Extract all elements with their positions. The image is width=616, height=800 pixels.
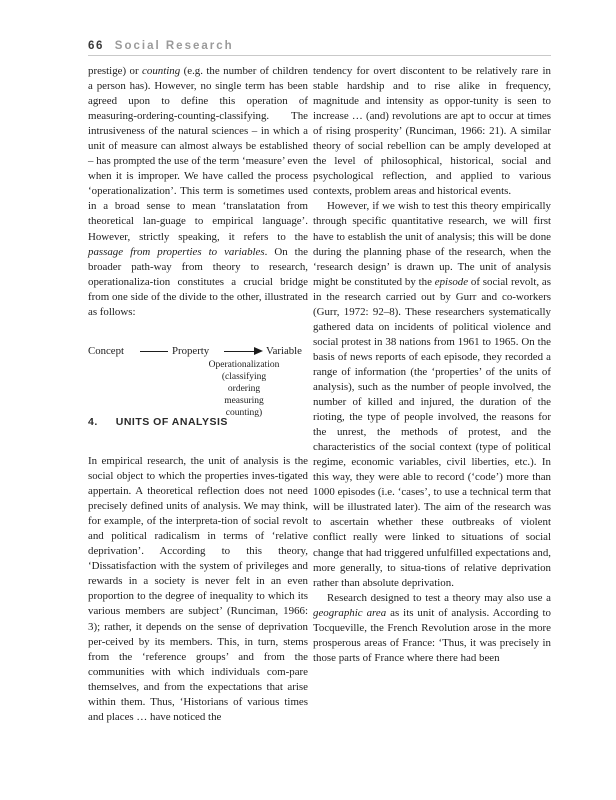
diagram-line-2	[224, 351, 255, 352]
diagram-property-label: Property	[172, 344, 210, 357]
diagram-operationalization-note	[196, 359, 292, 419]
running-title: Social Research	[114, 40, 234, 52]
italic-run: passage from properties to variables	[88, 245, 265, 258]
left-column	[88, 64, 308, 424]
italic-run: episode	[434, 275, 469, 288]
text-run: However, if we wish to test this theory empirically through specific quantitative research, we will first have to establish the unit of analysis; this will be done during the planning phase of the research, when the ‘research design’ is drawn up. The unit of analysis might be constituted by the	[313, 200, 551, 288]
right-column	[313, 64, 551, 666]
right-paragraph-1: tendency for overt discontent to be relatively rare in stable hardship and to rise alike in frequency, magnitude and intensity as oppor-tunity is seen to increase … (and) revolutions are apt to occur at times of rising prosperity’ (Runciman, 1966: 21). A similar theory of social rebellion can be amply developed at the level of philosophical, historical, social and psychological reflection, and applied to various contexts, problem areas and historical events.	[313, 65, 551, 198]
italic-run: counting	[142, 65, 181, 77]
section-heading	[88, 416, 228, 428]
note-line: Operationalization	[208, 359, 280, 370]
section-number: 4.	[88, 416, 98, 428]
page-number: 66	[88, 40, 104, 52]
diagram-variable-label: Variable	[266, 344, 302, 357]
text-run: as its unit of analysis. According to Tocqueville, the French Revolution arose in the more prosperous areas of France: ‘Thus, it was precisely in those parts of France where there had been	[313, 606, 551, 664]
note-line: measuring	[224, 395, 264, 406]
right-paragraph-3	[313, 591, 551, 666]
note-line: ordering	[227, 383, 261, 394]
section-title: UNITS OF ANALYSIS	[115, 416, 228, 428]
left-column-lower	[88, 454, 308, 725]
operationalization-diagram	[88, 328, 308, 424]
text-run: prestige) or	[88, 65, 143, 77]
italic-run: geographic area	[313, 606, 387, 619]
left-paragraph-2: In empirical research, the unit of analysis is the social object to which the properties inves-tigated appertain. A theoretical reflection does not need precisely defined units of analysis. We may think, for example, of the interpreta-tion of social revolt and political radicalism in terms of ‘relative deprivation’. According to this theory, ‘Dissatisfaction with the system of privileges and rewards in a society is never felt in an even proportion to the degree of inequality to which its various members are subject’ (Runciman, 1966: 3); rather, it depends on the sense of deprivation per-ceived by its members. This, in turn, stems from the ‘reference groups’ and from the communities with which individuals com-pare themselves, and from the expectations that arise within them. Thus, ‘Historians of various times and places … have noticed the	[88, 455, 308, 723]
header-rule	[88, 55, 551, 56]
text-run: . On the broader path-way from theory to research, operationaliza-tion constitutes a crucial bridge from one side of the divide to the other, illustrated as follows:	[88, 245, 308, 318]
text-run: (e.g. the number of children a person has). However, no single term has been agreed upon to define this operation of measuring-ordering-counting-classifying. The intrusiveness of the natural sciences – in which a unit of measure can almost always be established – has prompted the use of the term ‘measure’ even when it is improper. We have called the process ‘operationalization’. This term is sometimes used in a broad sense to mean ‘translatation from theoretical lan-guage to empirical language’. However, strictly speaking, it refers to the	[88, 65, 309, 243]
text-run: Research designed to test a theory may also use a	[327, 591, 551, 604]
right-paragraph-2	[313, 199, 551, 590]
running-head	[88, 40, 234, 52]
note-line: counting)	[225, 407, 263, 418]
diagram-concept-label: Concept	[88, 344, 124, 357]
text-run: of social revolt, as in the research carried out by Gurr and co-workers (Gurr, 1972: 92–8). These researchers systematically gathered data on incidents of political violence and social protest in 38 nations from 1961 to 1965. On the basis of news reports of each episode, they recorded a range of information (the ‘properties’ of the units of analysis), such as the number of people involved, the number of killed and injured, the duration of the rioting, the type of people involved, the reasons for the unrest, the methods of protest, and the characteristics of the social context (type of political regime, economic variables, civil liberties, etc.). In this way, they were able to record (‘code’) more than 1000 episodes (i.e. ‘cases’, to use a technical term that will be illustrated later). The aim of the research was to ascertain whether these outbreaks of violent conflict really were linked to situations of social change that had triggered unfulfilled expectations and, more generally, to situa-tions of relative deprivation rather than absolute deprivation.	[313, 275, 552, 589]
diagram-arrowhead	[254, 347, 263, 355]
left-paragraph-1	[88, 64, 308, 320]
note-line: (classifying	[221, 371, 267, 382]
diagram-line-1	[140, 351, 168, 352]
